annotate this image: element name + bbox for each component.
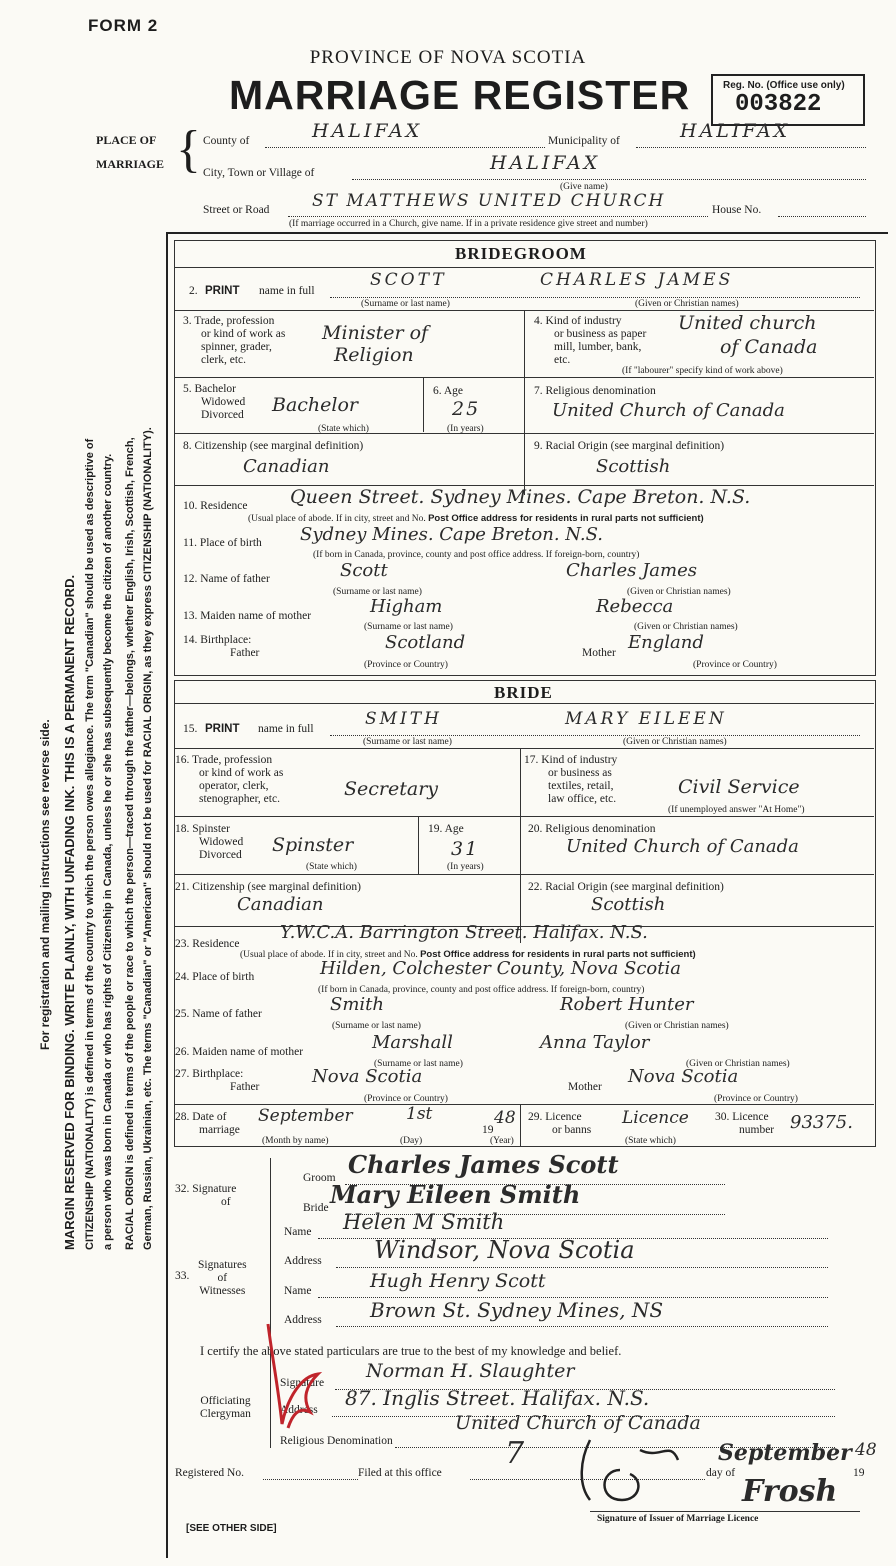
groom-sub-given: (Given or Christian names) xyxy=(635,299,739,309)
see-other-side: [SEE OTHER SIDE] xyxy=(186,1523,277,1534)
groom-row-line-2 xyxy=(174,377,874,378)
bride-row-line-3 xyxy=(174,874,874,875)
f18-label xyxy=(175,823,243,862)
witness2-name: Hugh Henry Scott xyxy=(370,1270,546,1292)
day-of-label: day of xyxy=(706,1467,736,1479)
bride-father-birthplace: Nova Scotia xyxy=(312,1066,423,1087)
city-sub: (Give name) xyxy=(560,182,608,192)
filed-label: Filed at this office xyxy=(358,1467,442,1479)
groom-signature: Charles James Scott xyxy=(348,1150,619,1179)
bride-residence: Y.W.C.A. Barrington Street. Halifax. N.S. xyxy=(280,922,648,943)
groom-industry-1: United church xyxy=(678,312,817,334)
certify-text: I certify the above stated particulars are true to the best of my knowledge and belief. xyxy=(200,1344,622,1358)
bride-father-given: Robert Hunter xyxy=(560,994,694,1015)
city-value: HALIFAX xyxy=(490,152,601,174)
f15-print: PRINT xyxy=(205,723,240,735)
f27-mother-label: Mother xyxy=(568,1081,602,1093)
bride-father-surname: Smith xyxy=(330,994,384,1015)
registered-no-label: Registered No. xyxy=(175,1467,244,1479)
bride-mother-birthplace: Nova Scotia xyxy=(628,1066,739,1087)
f5-label xyxy=(183,383,245,422)
groom-sub-surname: (Surname or last name) xyxy=(361,299,450,309)
f4-line-3: mill, lumber, bank, xyxy=(554,341,642,353)
street-label: Street or Road xyxy=(203,204,270,216)
bride-age-divider xyxy=(418,816,419,874)
bride-status: Spinster xyxy=(272,834,354,856)
f10-sub-b: Post Office address for residents in rural parts not sufficient) xyxy=(428,513,704,524)
f33-line-2: of xyxy=(217,1272,228,1284)
off-clergy-line-1: Officiating xyxy=(200,1395,251,1407)
bride-religion: United Church of Canada xyxy=(566,836,799,857)
bride-heading-line xyxy=(174,703,874,704)
f32-line-2: of xyxy=(221,1196,231,1208)
f28-sub-year: (Year) xyxy=(490,1136,514,1146)
f23-sub-a: (Usual place of abode. If in city, street and No. xyxy=(240,950,418,960)
f3-label xyxy=(183,315,285,367)
bride-mother-surname: Marshall xyxy=(372,1032,453,1053)
groom-religion: United Church of Canada xyxy=(552,400,785,421)
street-line xyxy=(288,216,708,217)
groom-age-divider xyxy=(423,377,424,432)
muni-label: Municipality of xyxy=(548,135,620,147)
f5-line-1: 5. Bachelor xyxy=(183,383,237,395)
f5-line-3: Divorced xyxy=(201,409,244,421)
f4-label xyxy=(534,315,646,367)
reg-number-box xyxy=(711,74,865,126)
f19-label: 19. Age xyxy=(428,823,464,835)
f24-label: 24. Place of birth xyxy=(175,971,255,983)
issuer-signature: Frosh xyxy=(742,1474,838,1509)
groom-racial: Scottish xyxy=(596,456,671,477)
f29-line-2: or banns xyxy=(552,1124,592,1136)
groom-given: CHARLES JAMES xyxy=(540,270,734,290)
f32-label xyxy=(175,1183,236,1209)
f26-sub-surname: (Surname or last name) xyxy=(374,1059,463,1069)
marriage-day: 1st xyxy=(406,1104,433,1124)
groom-mother-given: Rebecca xyxy=(596,596,674,617)
issuer-flourish-icon xyxy=(560,1430,680,1510)
officiant-signature: Norman H. Slaughter xyxy=(366,1360,575,1382)
f25-sub-given: (Given or Christian names) xyxy=(625,1021,729,1031)
f4-sub: (If "labourer" specify kind of work above) xyxy=(622,366,783,376)
f26-label: 26. Maiden name of mother xyxy=(175,1046,304,1058)
f19-sub: (In years) xyxy=(447,862,484,872)
bride-col-divider xyxy=(520,748,521,943)
f18-line-3: Divorced xyxy=(199,849,242,861)
off-clergy-line-2: Clergyman xyxy=(200,1408,251,1420)
groom-surname: SCOTT xyxy=(370,270,447,290)
f28-label xyxy=(175,1111,240,1137)
f14-sub-1: (Province or Country) xyxy=(364,660,448,670)
f16-line-2: or kind of work as xyxy=(199,767,284,779)
f4-line-2: or business as paper xyxy=(554,328,647,340)
f30-label xyxy=(715,1111,774,1137)
street-value: ST MATTHEWS UNITED CHURCH xyxy=(312,191,666,211)
muni-line xyxy=(636,147,866,148)
groom-birthplace: Sydney Mines. Cape Breton. N.S. xyxy=(300,524,603,545)
f15-num: 15. xyxy=(183,723,198,735)
f15-label: name in full xyxy=(258,723,314,735)
f14-father-label: Father xyxy=(230,647,260,659)
f13-sub-given: (Given or Christian names) xyxy=(634,622,738,632)
f10-sub xyxy=(248,514,704,524)
bride-mother-given: Anna Taylor xyxy=(540,1032,650,1053)
margin-racial-1: RACIAL ORIGIN is defined in terms of the people or race to which the person—traced through the father—belongs, whether English, Irish, Scottish, French, xyxy=(124,437,136,1250)
bride-signature: Mary Eileen Smith xyxy=(330,1180,581,1209)
bride-citizenship: Canadian xyxy=(237,894,324,915)
f12-sub-surname: (Surname or last name) xyxy=(333,587,422,597)
f29-sub: (State which) xyxy=(625,1136,676,1146)
bride-heading: BRIDE xyxy=(494,683,553,702)
bride-given: MARY EILEEN xyxy=(565,709,727,729)
bride-birthplace: Hilden, Colchester County, Nova Scotia xyxy=(320,958,681,979)
off-denomination-label: Religious Denomination xyxy=(280,1435,393,1447)
f26-sub-given: (Given or Christian names) xyxy=(686,1059,790,1069)
f6-sub: (In years) xyxy=(447,424,484,434)
house-line xyxy=(778,216,866,217)
f33-line-1: Signatures xyxy=(198,1259,247,1271)
reg-number-label: Reg. No. (Office use only) xyxy=(723,80,845,91)
f18-line-2: Widowed xyxy=(199,836,244,848)
f28-line-1: 28. Date of xyxy=(175,1111,227,1123)
county-value: HALIFAX xyxy=(312,120,423,142)
w2-address-label: Address xyxy=(284,1314,322,1326)
margin-instructions: For registration and mailing instructions see reverse side. xyxy=(38,719,52,1050)
f20-label: 20. Religious denomination xyxy=(528,823,656,835)
reg-number: 003822 xyxy=(735,91,822,118)
f27-label: 27. Birthplace: xyxy=(175,1068,244,1080)
margin-citizenship-1: CITIZENSHIP (NATIONALITY) is defined in terms of the country to which the person owes allegiance. The term "Canadian" should be used as descriptive of xyxy=(84,438,96,1250)
f17-sub: (If unemployed answer "At Home") xyxy=(668,805,805,815)
f4-line-4: etc. xyxy=(554,354,571,366)
street-sub: (If marriage occurred in a Church, give name. If in a private residence give street and number) xyxy=(289,219,648,229)
f9-label: 9. Racial Origin (see marginal definition) xyxy=(534,440,725,452)
w1-address-label: Address xyxy=(284,1255,322,1267)
bride-industry: Civil Service xyxy=(678,776,800,798)
f3-line-1: 3. Trade, profession xyxy=(183,315,275,327)
groom-status: Bachelor xyxy=(272,394,359,416)
licence-number: 93375. xyxy=(790,1112,853,1133)
witness1-address: Windsor, Nova Scotia xyxy=(374,1236,635,1264)
f13-sub-surname: (Surname or last name) xyxy=(364,622,453,632)
groom-trade-2: Religion xyxy=(334,344,414,366)
margin-binding: MARGIN RESERVED FOR BINDING. WRITE PLAINLY, WITH UNFADING INK. THIS IS A PERMANENT RECORD. xyxy=(62,574,77,1250)
groom-trade-1: Minister of xyxy=(322,322,429,344)
f27-father-label: Father xyxy=(230,1081,260,1093)
groom-industry-2: of Canada xyxy=(720,336,818,358)
f30-line-1: 30. Licence xyxy=(715,1111,769,1123)
marriage-year: 48 xyxy=(494,1108,516,1128)
off-sig-label: Signature xyxy=(280,1377,325,1389)
county-label: County of xyxy=(203,135,250,147)
groom-mother-surname: Higham xyxy=(370,596,443,617)
w1-address-line xyxy=(336,1267,828,1268)
filed-month: September xyxy=(718,1440,852,1466)
f27-sub-1: (Province or Country) xyxy=(364,1094,448,1104)
filed-year-prefix: 19 xyxy=(853,1467,865,1479)
f5-sub: (State which) xyxy=(318,424,369,434)
f29-line-1: 29. Licence xyxy=(528,1111,582,1123)
marriage-month: September xyxy=(258,1106,353,1126)
f23-label: 23. Residence xyxy=(175,938,240,950)
f22-label: 22. Racial Origin (see marginal definition) xyxy=(528,881,724,893)
place-label-1: PLACE OF xyxy=(96,133,157,147)
groom-age: 25 xyxy=(452,398,481,420)
f12-label: 12. Name of father xyxy=(183,573,270,585)
f14-sub-2: (Province or Country) xyxy=(693,660,777,670)
f11-sub: (If born in Canada, province, county and post office address. If foreign-born, country) xyxy=(313,550,640,560)
f12-sub-given: (Given or Christian names) xyxy=(627,587,731,597)
f29-label xyxy=(528,1111,591,1137)
f28-line-2: marriage xyxy=(199,1124,240,1136)
f17-line-2: or business as xyxy=(548,767,612,779)
groom-mother-birthplace: England xyxy=(628,632,704,653)
marriage-row-top xyxy=(174,1104,874,1105)
f17-line-4: law office, etc. xyxy=(548,793,617,805)
f33-num: 33. xyxy=(175,1270,190,1282)
f11-label: 11. Place of birth xyxy=(183,537,262,549)
bride-surname: SMITH xyxy=(365,709,442,729)
f16-line-4: stenographer, etc. xyxy=(199,793,280,805)
groom-row-line-3 xyxy=(174,433,874,434)
f14-mother-label: Mother xyxy=(582,647,616,659)
f3-line-4: clerk, etc. xyxy=(201,354,247,366)
f23-sub-b: Post Office address for residents in rural parts not sufficient) xyxy=(420,949,696,960)
f29-divider xyxy=(520,1104,521,1146)
muni-value: HALIFAX xyxy=(680,120,791,142)
f17-line-3: textiles, retail, xyxy=(548,780,614,792)
f2-label: name in full xyxy=(259,285,315,297)
filed-day: 7 xyxy=(505,1436,525,1471)
f32-line-1: 32. Signature xyxy=(175,1183,237,1195)
w2-name-label: Name xyxy=(284,1285,312,1297)
bridegroom-heading: BRIDEGROOM xyxy=(455,244,587,263)
f4-line-1: 4. Kind of industry xyxy=(534,315,622,327)
f17-line-1: 17. Kind of industry xyxy=(524,754,618,766)
groom-father-birthplace: Scotland xyxy=(385,632,466,653)
bride-sub-surname: (Surname or last name) xyxy=(363,737,452,747)
officiant-address: 87. Inglis Street. Halifax. N.S. xyxy=(345,1386,650,1410)
groom-sig-label: Groom xyxy=(303,1172,336,1184)
form-number: FORM 2 xyxy=(88,16,159,35)
f7-label: 7. Religious denomination xyxy=(534,385,656,397)
house-label: House No. xyxy=(712,204,762,216)
f3-line-3: spinner, grader, xyxy=(201,341,272,353)
f10-sub-a: (Usual place of abode. If in city, street and No. xyxy=(248,514,426,524)
bride-row-line-2 xyxy=(174,816,874,817)
margin-citizenship-2: a person who was born in Canada or who has rights of Citizenship in Canada, unless he or she has subsequently become the citizen of another country. xyxy=(102,453,114,1250)
f14-label: 14. Birthplace: xyxy=(183,634,252,646)
off-clergy-label xyxy=(200,1395,251,1421)
f30-line-2: number xyxy=(739,1124,775,1136)
f25-sub-surname: (Surname or last name) xyxy=(332,1021,421,1031)
f25-label: 25. Name of father xyxy=(175,1008,262,1020)
groom-heading-line xyxy=(174,267,874,268)
filed-year: 48 xyxy=(855,1440,877,1460)
issuer-sig-label: Signature of Issuer of Marriage Licence xyxy=(597,1514,759,1524)
place-label-2: MARRIAGE xyxy=(96,157,164,171)
f18-line-1: 18. Spinster xyxy=(175,823,230,835)
f16-line-1: 16. Trade, profession xyxy=(175,754,273,766)
f2-line xyxy=(330,297,860,298)
bride-sub-given: (Given or Christian names) xyxy=(623,737,727,747)
witness1-name: Helen M Smith xyxy=(343,1210,505,1234)
f18-sub: (State which) xyxy=(306,862,357,872)
f16-label xyxy=(175,754,283,806)
witness2-address: Brown St. Sydney Mines, NS xyxy=(370,1298,664,1322)
f33-label xyxy=(198,1259,247,1298)
place-brace: { xyxy=(176,121,201,178)
f2-num: 2. xyxy=(189,285,198,297)
f13-label: 13. Maiden name of mother xyxy=(183,610,312,622)
w1-name-label: Name xyxy=(284,1226,312,1238)
groom-father-given: Charles James xyxy=(566,560,697,581)
bride-age: 31 xyxy=(451,838,480,860)
f24-sub: (If born in Canada, province, county and post office address. If foreign-born, country) xyxy=(318,985,645,995)
province-heading: PROVINCE OF NOVA SCOTIA xyxy=(309,47,587,68)
f16-line-3: operator, clerk, xyxy=(199,780,269,792)
groom-col-divider-1 xyxy=(524,310,525,495)
f2-print: PRINT xyxy=(205,285,240,297)
f28-sub-day: (Day) xyxy=(400,1136,423,1146)
city-line xyxy=(352,179,866,180)
f6-label: 6. Age xyxy=(433,385,464,397)
f5-line-2: Widowed xyxy=(201,396,246,408)
f27-sub-2: (Province or Country) xyxy=(714,1094,798,1104)
f15-line xyxy=(330,735,860,736)
licence-type: Licence xyxy=(622,1108,689,1128)
bride-row-line-1 xyxy=(174,748,874,749)
groom-father-surname: Scott xyxy=(340,560,388,581)
f8-label: 8. Citizenship (see marginal definition) xyxy=(183,440,364,452)
red-check-mark-icon xyxy=(258,1316,338,1436)
registered-no-line xyxy=(263,1479,358,1480)
groom-residence: Queen Street. Sydney Mines. Cape Breton. N.S. xyxy=(290,486,751,508)
off-address-label: Address xyxy=(280,1404,318,1416)
groom-citizenship: Canadian xyxy=(243,456,330,477)
f33-line-3: Witnesses xyxy=(199,1285,246,1297)
officiant-denomination: United Church of Canada xyxy=(455,1412,701,1434)
bride-sig-label: Bride xyxy=(303,1202,329,1214)
margin-racial-2: German, Russian, Ukrainian, etc. The terms "Canadian" or "American" should not be used for RACIAL ORIGIN, as they express CITIZENSHIP (NATIONALITY). xyxy=(142,427,154,1250)
f3-line-2: or kind of work as xyxy=(201,328,286,340)
f17-label xyxy=(524,754,617,806)
w2-address-line xyxy=(336,1326,828,1327)
f10-label: 10. Residence xyxy=(183,500,248,512)
bride-racial: Scottish xyxy=(591,894,666,915)
issuer-sig-line xyxy=(590,1511,860,1512)
marriage-year-prefix: 19 xyxy=(482,1124,494,1136)
page-title: MARRIAGE REGISTER xyxy=(229,72,691,118)
f28-sub-month: (Month by name) xyxy=(262,1136,329,1146)
county-line xyxy=(265,147,545,148)
f21-label: 21. Citizenship (see marginal definition) xyxy=(175,881,361,893)
bride-trade: Secretary xyxy=(344,778,439,800)
city-label: City, Town or Village of xyxy=(203,167,315,179)
